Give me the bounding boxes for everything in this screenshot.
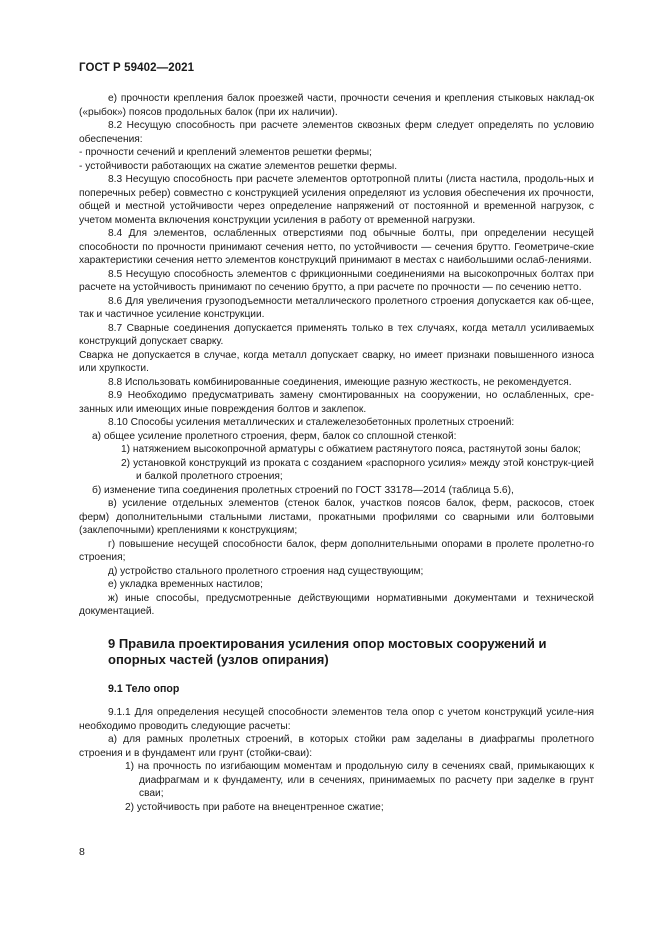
paragraph: 8.8 Использовать комбинированные соединения, имеющие разную жесткость, не рекомендуется. <box>108 376 572 388</box>
document-body <box>79 92 594 814</box>
paragraph: 8.3 Несущую способность при расчете элементов ортотропной плиты (листа настила, продоль-ных и поперечных ребер) совместно с конструкцией усиления определяют из условия обеспечения их прочности, общей и местной устойчивости через определение напряжений от постоянной и временной нагрузок, с учетом момента включения конструкции усиления в работу от временной нагрузки. <box>79 174 594 226</box>
list-item: - прочности сечений и креплений элементов решетки фермы; <box>79 147 372 158</box>
list-item: е) укладка временных настилов; <box>108 579 263 590</box>
paragraph: 8.7 Сварные соединения допускается применять только в тех случаях, когда металл усиливаемых конструкций допускает сварку. <box>79 322 594 347</box>
list-item: 1) на прочность по изгибающим моментам и продольную силу в сечениях свай, примыкающих к диафрагмам и к фундаменту, или в сечениях, принимаемых по расчету при заделке в грунт сваи; <box>125 761 594 799</box>
section-heading: 9 Правила проектирования усиления опор мостовых сооружений и опорных частей (узлов опирания) <box>108 635 547 667</box>
list-item: - устойчивости работающих на сжатие элементов решетки фермы. <box>79 160 398 172</box>
list-item: а) для рамных пролетных строений, в которых стойки рам заделаны в диафрагмы пролетного строения и в фундамент или грунт (стойки-сваи): <box>79 734 594 759</box>
paragraph: 8.5 Несущую способность элементов с фрикционными соединениями на высокопрочных болтах при расчете на устойчивость принимают по сечению брутто, а при расчете по прочности — по сечению нетто. <box>79 268 594 293</box>
paragraph: е) прочности крепления балок проезжей части, прочности сечения и крепления стыковых наклад-ок («рыбок») поясов продольных балок (при их наличии). <box>79 93 594 118</box>
list-item: 2) установкой конструкций из проката с созданием «распорного усилия» между этой конструк-цией и балкой пролетного строения; <box>121 457 594 482</box>
list-item: г) повышение несущей способности балок, ферм дополнительными опорами в пролете пролетно-го строения; <box>79 538 594 563</box>
paragraph: Сварка не допускается в случае, когда металл допускает сварку, но имеет признаки повышенного износа или хрупкости. <box>79 349 594 374</box>
list-item: ж) иные способы, предусмотренные действующими нормативными документами и технической документацией. <box>79 592 594 617</box>
page-number: 8 <box>79 846 85 858</box>
paragraph: 8.9 Необходимо предусматривать замену смонтированных на сооружении, но ослабленных, сре-занных или имеющих иные повреждения болтов и заклепок. <box>79 390 594 415</box>
list-item: а) общее усиление пролетного строения, ферм, балок со сплошной стенкой: <box>92 430 457 442</box>
document-header: ГОСТ Р 59402—2021 <box>79 62 195 74</box>
subsection-heading: 9.1 Тело опор <box>108 682 180 695</box>
list-item: в) усиление отдельных элементов (стенок балок, участков поясов балок, ферм, раскосов, стоек ферм) дополнительными стальными листами, прокатными профилями со сварными или болтовыми (заклепочными) креплениями к конструкциям; <box>79 498 594 536</box>
paragraph: 8.2 Несущую способность при расчете элементов сквозных ферм следует определять по условию обеспечения: <box>79 120 594 145</box>
paragraph: 8.6 Для увеличения грузоподъемности металлического пролетного строения допускается как об-щее, так и частичное усиление конструкции. <box>79 295 594 320</box>
paragraph: 9.1.1 Для определения несущей способности элементов тела опор с учетом конструкций усиле-ния необходимо проводить следующие расчеты: <box>79 707 594 732</box>
list-item: б) изменение типа соединения пролетных строений по ГОСТ 33178—2014 (таблица 5.6), <box>92 484 514 496</box>
list-item: 2) устойчивость при работе на внецентренное сжатие; <box>125 801 384 813</box>
list-item: 1) натяжением высокопрочной арматуры с обжатием растянутого пояса, растянутой зоны балок; <box>121 444 581 455</box>
paragraph: 8.4 Для элементов, ослабленных отверстиями под обычные болты, при определении несущей способности по прочности принимают сечения нетто, по устойчивости — сечения брутто. Геометриче-ские характеристики сечения нетто элементов конструкций принимают в местах с наибольшими ослаб-лениями. <box>79 228 594 266</box>
paragraph: 8.10 Способы усиления металлических и сталежелезобетонных пролетных строений: <box>108 417 515 428</box>
list-item: д) устройство стального пролетного строения над существующим; <box>108 565 424 577</box>
